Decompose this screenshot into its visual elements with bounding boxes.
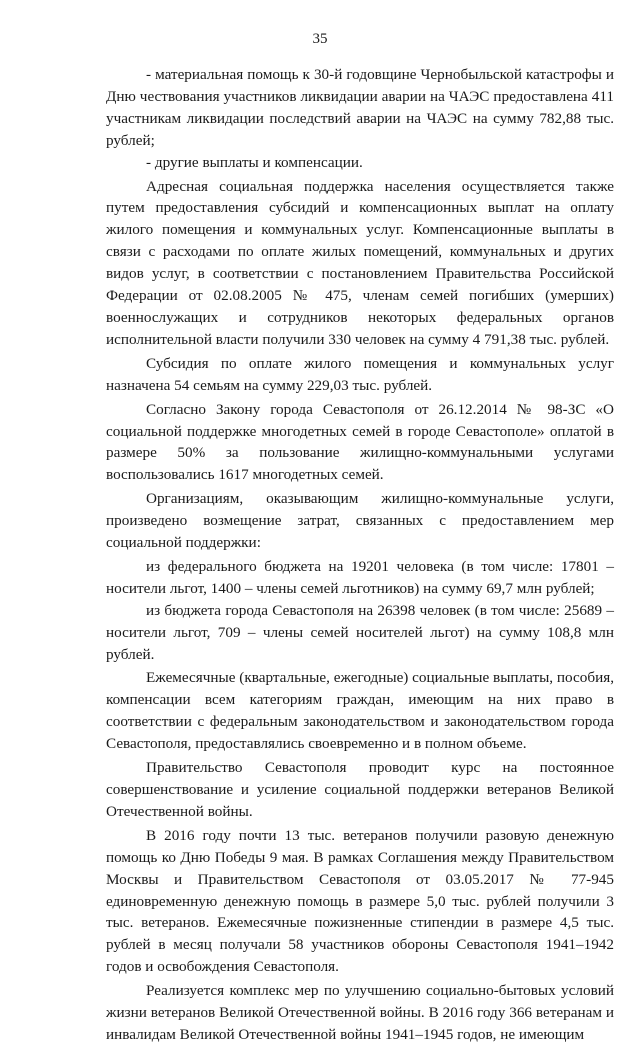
paragraph: Согласно Закону города Севастополя от 26.12.2014 № 98-ЗС «О социальной поддержке многодетных семей в городе Севастополе» оплатой в размере 50% за пользование жилищно-коммунальными услугами воспользовались 1617 многодетных семей. <box>106 400 614 484</box>
paragraph: Субсидия по оплате жилого помещения и коммунальных услуг назначена 54 семьям на сумму 229,03 тыс. рублей. <box>106 354 614 394</box>
paragraph: В 2016 году почти 13 тыс. ветеранов получили разовую денежную помощь ко Дню Победы 9 мая. В рамках Соглашения между Правительством Москвы и Правительством Севастополя от 03.05.2017 № 77-945 единовременную денежную помощь в размере 5,0 тыс. рублей получили 3 тыс. ветеранов. Ежемесячные пожизненные стипендии в размере 4,5 тыс. рублей в месяц получали 58 участников обороны Севастополя 1941–1942 годов и освобождения Севастополя. <box>106 826 614 976</box>
paragraph: Ежемесячные (квартальные, ежегодные) социальные выплаты, пособия, компенсации всем категориям граждан, имеющим на них право в соответствии с федеральным законодательством и законодательством города Севастополя, предоставлялись своевременно и в полном объеме. <box>106 669 614 753</box>
paragraph: из бюджета города Севастополя на 26398 человек (в том числе: 25689 – носители льгот, 709 – члены семей носителей льгот) на сумму 108,8 млн рублей. <box>106 601 614 663</box>
body-text <box>106 64 614 1046</box>
paragraph: - другие выплаты и компенсации. <box>146 153 363 171</box>
paragraph: Организациям, оказывающим жилищно-коммунальные услуги, произведено возмещение затрат, связанных с предоставлением мер социальной поддержки: <box>106 490 614 552</box>
paragraph: - материальная помощь к 30-й годовщине Чернобыльской катастрофы и Дню чествования участников ликвидации аварии на ЧАЭС предоставлена 411 участникам ликвидации последствий аварии на ЧАЭС на сумму 782,88 тыс. рублей; <box>106 66 614 149</box>
paragraph: Правительство Севастополя проводит курс на постоянное совершенствование и усиление социальной поддержки ветеранов Великой Отечественной войны. <box>106 759 614 820</box>
paragraph: Адресная социальная поддержка населения осуществляется также путем предоставления субсидий и компенсационных выплат на оплату жилого помещения и коммунальных услуг. Компенсационные выплаты в связи с расходами по оплате жилых помещений, коммунальных и других видов услуг, в соответствии с постановлением Правительства Российской Федерации от 02.08.2005 № 475, членам семей погибших (умерших) военнослужащих и сотрудников некоторых федеральных органов исполнительной власти получили 330 человек на сумму 4 791,38 тыс. рублей. <box>106 177 614 348</box>
page-number: 35 <box>312 31 328 47</box>
paragraph: из федерального бюджета на 19201 человека (в том числе: 17801 – носители льгот, 1400 – члены семей льготников) на сумму 69,7 млн рублей; <box>106 557 614 597</box>
paragraph: Реализуется комплекс мер по улучшению социально-бытовых условий жизни ветеранов Великой Отечественной войны. В 2016 году 366 ветеранам и инвалидам Великой Отечественной войны 1941–1945 годов, не имеющим <box>106 982 614 1043</box>
